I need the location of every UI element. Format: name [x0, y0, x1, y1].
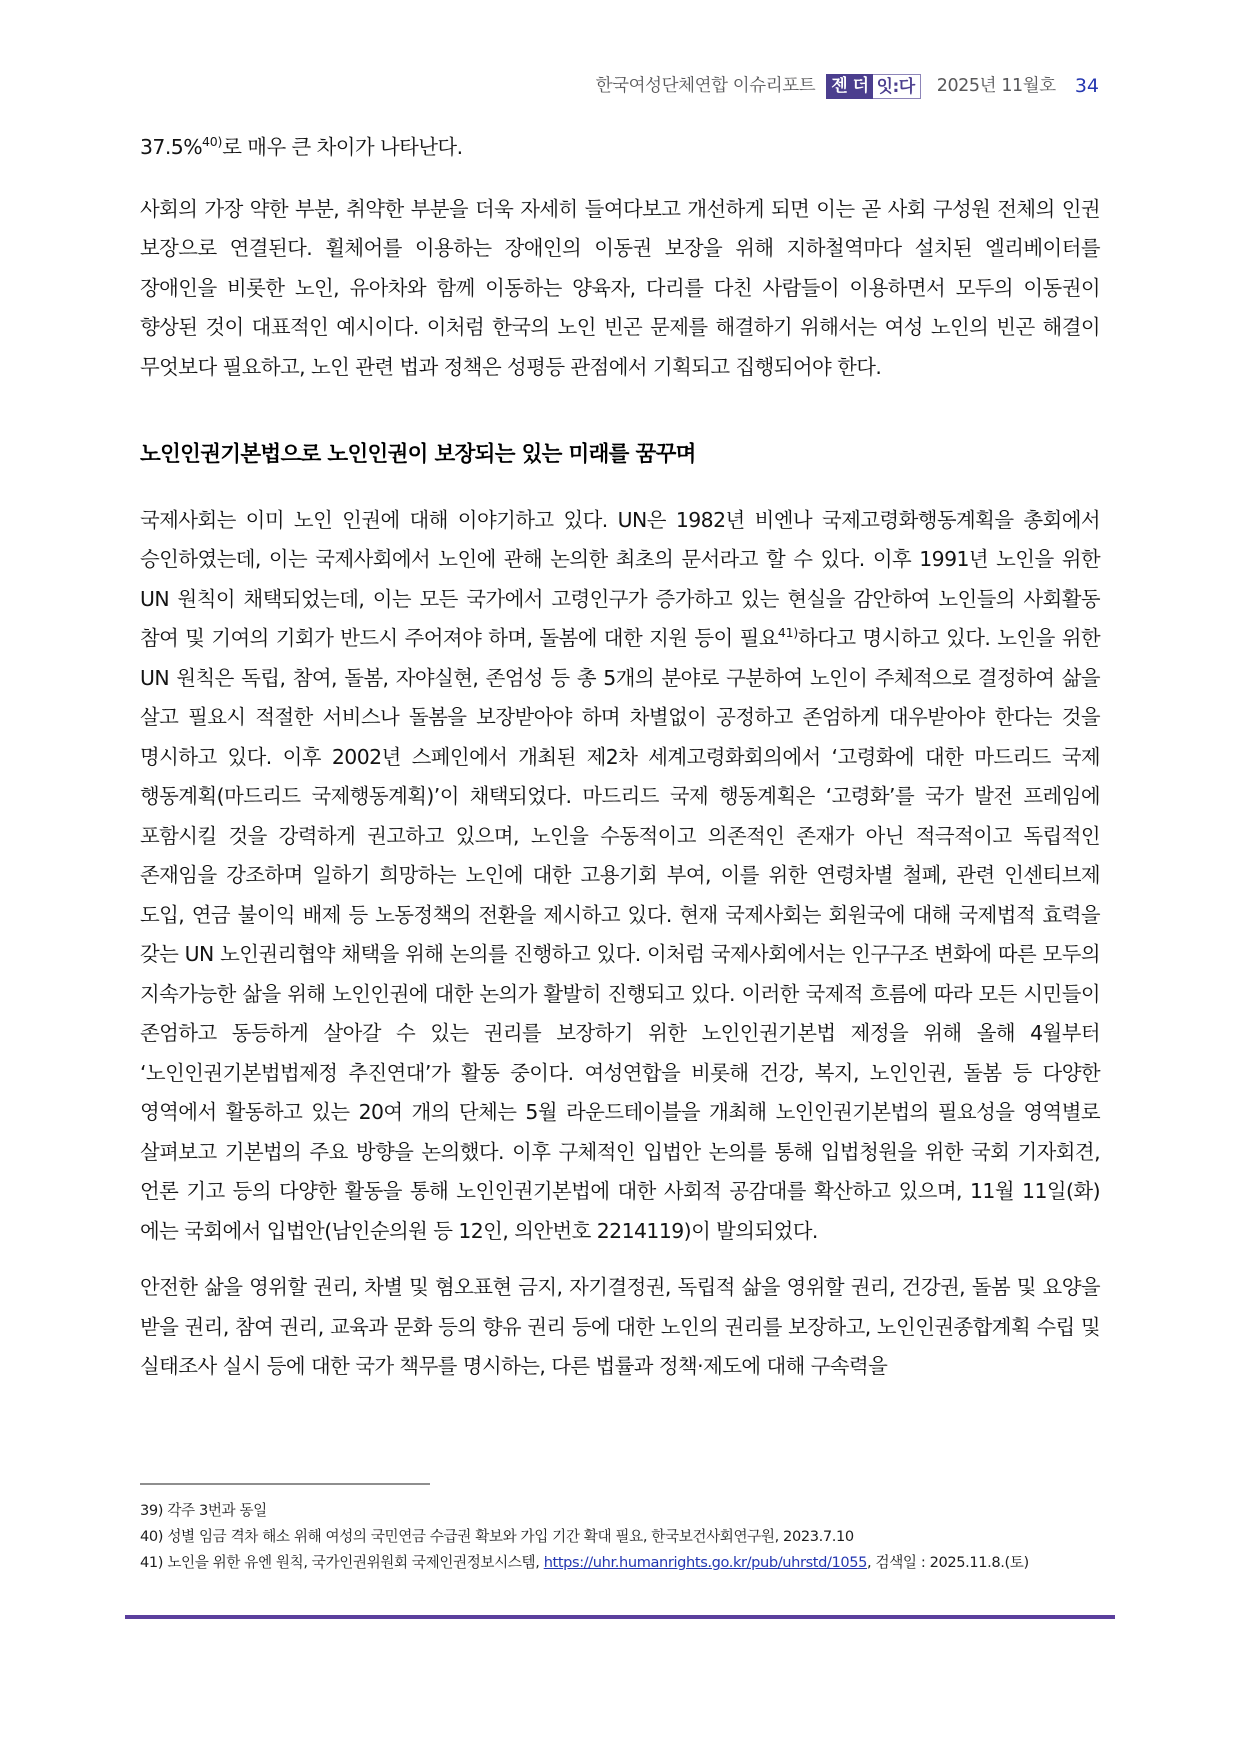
footnote-text-41-before: 노인을 위한 유엔 원칙, 국가인권위원회 국제인권정보시스템, — [167, 1554, 544, 1571]
brand-badge — [826, 74, 920, 99]
paragraph-4: 안전한 삶을 영위할 권리, 차별 및 혐오표현 금지, 자기결정권, 독립적 삶을 영위할 권리, 건강권, 돌봄 및 요양을 받을 권리, 참여 권리, 교육과 문화 등의 향유 권리 등에 대한 노인의 권리를 보장하고, 노인인권종합계획 수립 및 실태조사 실시 등에 대한 국가 책무를 명시하는, 다른 법률과 정책·제도에 대해 구속력을 — [140, 1275, 1100, 1379]
issue-date: 2025년 11월호 — [936, 75, 1056, 96]
paragraph-3 — [140, 501, 1100, 1252]
paragraph-3-part-a: 국제사회는 이미 노인 인권에 대해 이야기하고 있다. UN은 1982년 비엔나 국제고령화행동계획을 총회에서 승인하였는데, 이는 국제사회에서 노인에 관해 논의한 최초의 문서라고 할 수 있다. 이후 1991년 노인을 위한 UN 원칙이 채택되었는데, 이는 모든 국가에서 고령인구가 증가하고 있는 현실을 감안하여 노인들의 사회활동 참여 및 기여의 기회가 반드시 주어져야 하며, 돌봄에 대한 지원 등이 필요 — [140, 507, 1100, 651]
paragraph-1-rest: 로 매우 큰 차이가 나타난다. — [222, 135, 463, 159]
footnotes-section — [140, 1483, 1100, 1576]
footnote-item-40 — [140, 1524, 1100, 1550]
footnote-link-41[interactable]: https://uhr.humanrights.go.kr/pub/uhrstd/1055 — [543, 1554, 868, 1571]
footnote-text-39: 각주 3번과 동일 — [167, 1502, 267, 1519]
footnote-marker-40: 40) — [140, 1528, 164, 1545]
footnote-marker-39: 39) — [140, 1502, 164, 1519]
footnote-ref-40: 40) — [202, 134, 223, 150]
publication-title: 한국여성단체연합 이슈리포트 — [595, 75, 816, 96]
running-header — [596, 74, 1099, 99]
footnote-marker-41: 41) — [140, 1554, 164, 1571]
brand-badge-dark-part: 젠 더 — [826, 74, 872, 99]
footnote-item-39 — [140, 1498, 1100, 1524]
section-heading-block — [140, 442, 1100, 468]
paragraph-continuation — [140, 128, 1100, 168]
page-number: 34 — [1074, 75, 1099, 97]
page-bottom-rule — [125, 1615, 1115, 1619]
footnote-text-40: 성별 임금 격차 해소 위해 여성의 국민연금 수급권 확보와 가입 기간 확대 필요, 한국보건사회연구원, 2023.7.10 — [167, 1528, 854, 1545]
section-heading: 노인인권기본법으로 노인인권이 보장되는 있는 미래를 꿈꾸며 — [140, 442, 696, 467]
body-column — [140, 128, 1100, 1387]
footnote-item-41 — [140, 1550, 1100, 1576]
footnote-text-41-after: , 검색일 : 2025.11.8.(토) — [867, 1554, 1029, 1571]
paragraph-1-lead: 37.5% — [140, 135, 203, 159]
footnote-separator — [140, 1483, 430, 1485]
paragraph-2: 사회의 가장 약한 부분, 취약한 부분을 더욱 자세히 들여다보고 개선하게 되면 이는 곧 사회 구성원 전체의 인권 보장으로 연결된다. 휠체어를 이용하는 장애인의 이동권 보장을 위해 지하철역마다 설치된 엘리베이터를 장애인을 비롯한 노인, 유아차와 함께 이동하는 양육자, 다리를 다친 사람들이 이용하면서 모두의 이동권이 향상된 것이 대표적인 예시이다. 이처럼 한국의 노인 빈곤 문제를 해결하기 위해서는 여성 노인의 빈곤 해결이 무엇보다 필요하고, 노인 관련 법과 정책은 성평등 관점에서 기획되고 집행되어야 한다. — [140, 196, 1100, 379]
paragraph-3-part-b: 하다고 명시하고 있다. 노인을 위한 UN 원칙은 독립, 참여, 돌봄, 자야실현, 존엄성 등 총 5개의 분야로 구분하여 노인이 주체적으로 결정하여 삶을 살고 필요시 적절한 서비스나 돌봄을 보장받아야 하며 차별없이 공정하고 존엄하게 대우받아야 한다는 것을 명시하고 있다. 이후 2002년 스페인에서 개최된 제2차 세계고령화회의에서 ‘고령화에 대한 마드리드 국제 행동계획(마드리드 국제행동계획)’이 채택되었다. 마드리드 국제 행동계획은 ‘고령화’를 국가 발전 프레임에 포함시킬 것을 강력하게 권고하고 있으며, 노인을 수동적이고 의존적인 존재가 아닌 적극적이고 독립적인 존재임을 강조하며 일하기 희망하는 노인에 대한 고용기회 부여, 이를 위한 연령차별 철폐, 관련 인센티브제 도입, 연금 불이익 배제 등 노동정책의 전환을 제시하고 있다. 현재 국제사회는 회원국에 대해 국제법적 효력을 갖는 UN 노인권리협약 채택을 위해 논의를 진행하고 있다. 이처럼 국제사회에서는 인구구조 변화에 따른 모두의 지속가능한 삶을 위해 노인인권에 대한 논의가 활발히 진행되고 있다. 이러한 국제적 흐름에 따라 모든 시민들이 존엄하고 동등하게 살아갈 수 있는 권리를 보장하기 위한 노인인권기본법 제정을 위해 올해 4월부터 ‘노인인권기본법법제정 추진연대’가 활동 중이다. 여성연합을 비롯해 건강, 복지, 노인인권, 돌봄 등 다양한 영역에서 활동하고 있는 20여 개의 단체는 5월 라운드테이블을 개최해 노인인권기본법의 필요성을 영역별로 살펴보고 기본법의 주요 방향을 논의했다. 이후 구체적인 입법안 논의를 통해 입법청원을 위한 국회 기자회견, 언론 기고 등의 다양한 활동을 통해 노인인권기본법에 대한 사회적 공감대를 확산하고 있으며, 11월 11일(화)에는 국회에서 입법안(남인순의원 등 12인, 의안번호 2214119)이 발의되었다. — [140, 626, 1100, 1243]
footnote-ref-41: 41) — [777, 625, 799, 641]
brand-badge-light-part: 잇:다 — [873, 74, 921, 99]
